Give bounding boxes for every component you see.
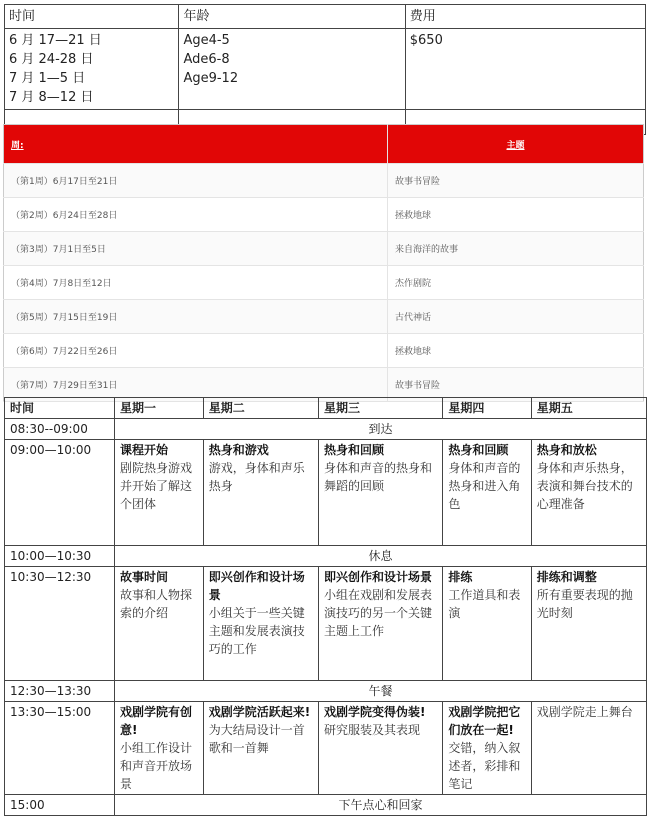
header-fee: 费用 — [405, 5, 645, 29]
week-cell: （第6周）7月22日至26日 — [4, 334, 388, 368]
header-time: 时间 — [5, 5, 179, 29]
week-cell: （第7周）7月29日至31日 — [4, 368, 388, 402]
activity-title: 戏剧学院活跃起来! — [208, 705, 311, 719]
activity-title: 课程开始 — [120, 443, 169, 457]
theme-cell: 故事书冒险 — [388, 368, 644, 402]
time-cell: 15:00 — [5, 795, 115, 816]
theme-cell: 故事书冒险 — [388, 164, 644, 198]
activity-desc: 工作道具和表演 — [448, 588, 521, 620]
weekly-themes-table — [3, 124, 644, 402]
header-tue: 星期二 — [203, 398, 318, 419]
activity-title: 戏剧学院有创意! — [120, 705, 193, 737]
week-cell: （第4周）7月8日至12日 — [4, 266, 388, 300]
activity-desc: 为大结局设计一首歌和一首舞 — [208, 723, 305, 755]
header-theme: 主题 — [388, 125, 644, 164]
age-1: Age4-5 — [183, 33, 230, 48]
week-cell: （第2周）6月24日至28日 — [4, 198, 388, 232]
age-3: Age9-12 — [183, 71, 239, 86]
break-cell: 休息 — [115, 546, 647, 567]
activity-desc: 所有重要表现的抛光时刻 — [536, 588, 633, 620]
activity-desc: 小组在戏剧和发展表演技巧的另一个关键主题上工作 — [323, 588, 432, 638]
activity-title: 排练 — [448, 570, 473, 584]
fee-cell: $650 — [405, 29, 645, 110]
theme-cell: 古代神话 — [388, 300, 644, 334]
activity-title: 排练和调整 — [536, 570, 597, 584]
header-thu: 星期四 — [443, 398, 531, 419]
activity-desc: 小组关于一些关键主题和发展表演技巧的工作 — [208, 606, 305, 656]
schedule-cell — [203, 702, 318, 795]
theme-cell: 杰作剧院 — [388, 266, 644, 300]
schedule-cell — [318, 702, 442, 795]
activity-title: 热身和游戏 — [208, 443, 269, 457]
activity-desc: 身体和声音的热身和进入角色 — [448, 461, 521, 511]
header-week: 周: — [4, 125, 388, 164]
schedule-cell — [531, 440, 646, 546]
activity-desc: 故事和人物探索的介绍 — [120, 588, 193, 620]
week-cell: （第5周）7月15日至19日 — [4, 300, 388, 334]
header-mon: 星期一 — [115, 398, 204, 419]
activity-desc: 游戏，身体和声乐热身 — [208, 461, 305, 493]
daily-schedule-table — [4, 397, 647, 816]
activity-desc: 身体和声乐热身，表演和舞台技术的心理准备 — [536, 461, 633, 511]
schedule-cell — [203, 567, 318, 681]
schedule-cell — [115, 702, 204, 795]
ages-cell — [179, 29, 405, 110]
activity-desc: 小组工作设计和声音开放场景 — [120, 741, 193, 791]
header-wed: 星期三 — [318, 398, 442, 419]
activity-title: 戏剧学院把它们放在一起! — [448, 705, 521, 737]
dates-cell — [5, 29, 179, 110]
schedule-cell — [115, 567, 204, 681]
age-2: Ade6-8 — [183, 52, 230, 67]
schedule-cell — [318, 440, 442, 546]
lunch-cell: 午餐 — [115, 681, 647, 702]
schedule-cell — [531, 702, 646, 795]
activity-desc: 戏剧学院走上舞台 — [536, 705, 633, 719]
date-2: 6 月 24-28 日 — [9, 52, 94, 67]
activity-title: 即兴创作和设计场景 — [323, 570, 432, 584]
header-age: 年龄 — [179, 5, 405, 29]
snack-cell: 下午点心和回家 — [115, 795, 647, 816]
activity-title: 即兴创作和设计场景 — [208, 570, 305, 602]
schedule-cell — [443, 567, 531, 681]
week-cell: （第3周）7月1日至5日 — [4, 232, 388, 266]
time-cell: 10:30—12:30 — [5, 567, 115, 681]
pricing-table — [4, 4, 646, 135]
activity-desc: 剧院热身游戏并开始了解这个团体 — [120, 461, 193, 511]
schedule-cell — [203, 440, 318, 546]
time-cell: 13:30—15:00 — [5, 702, 115, 795]
schedule-cell — [443, 702, 531, 795]
activity-desc: 交错，纳入叙述者，彩排和笔记 — [448, 741, 521, 791]
date-4: 7 月 8—12 日 — [9, 90, 94, 105]
activity-title: 热身和回顾 — [448, 443, 509, 457]
schedule-cell — [531, 567, 646, 681]
theme-cell: 拯救地球 — [388, 334, 644, 368]
time-cell: 08:30--09:00 — [5, 419, 115, 440]
date-1: 6 月 17—21 日 — [9, 33, 102, 48]
time-cell: 10:00—10:30 — [5, 546, 115, 567]
schedule-cell — [318, 567, 442, 681]
date-3: 7 月 1—5 日 — [9, 71, 86, 86]
activity-desc: 研究服装及其表现 — [323, 723, 420, 737]
time-cell: 12:30—13:30 — [5, 681, 115, 702]
activity-desc: 身体和声音的热身和舞蹈的回顾 — [323, 461, 432, 493]
theme-cell: 拯救地球 — [388, 198, 644, 232]
activity-title: 热身和回顾 — [323, 443, 384, 457]
schedule-cell — [443, 440, 531, 546]
activity-title: 热身和放松 — [536, 443, 597, 457]
activity-title: 故事时间 — [120, 570, 169, 584]
activity-title: 戏剧学院变得伪装! — [323, 705, 426, 719]
header-time: 时间 — [5, 398, 115, 419]
header-fri: 星期五 — [531, 398, 646, 419]
week-cell: （第1周）6月17日至21日 — [4, 164, 388, 198]
schedule-cell — [115, 440, 204, 546]
arrival-cell: 到达 — [115, 419, 647, 440]
time-cell: 09:00—10:00 — [5, 440, 115, 546]
theme-cell: 来自海洋的故事 — [388, 232, 644, 266]
